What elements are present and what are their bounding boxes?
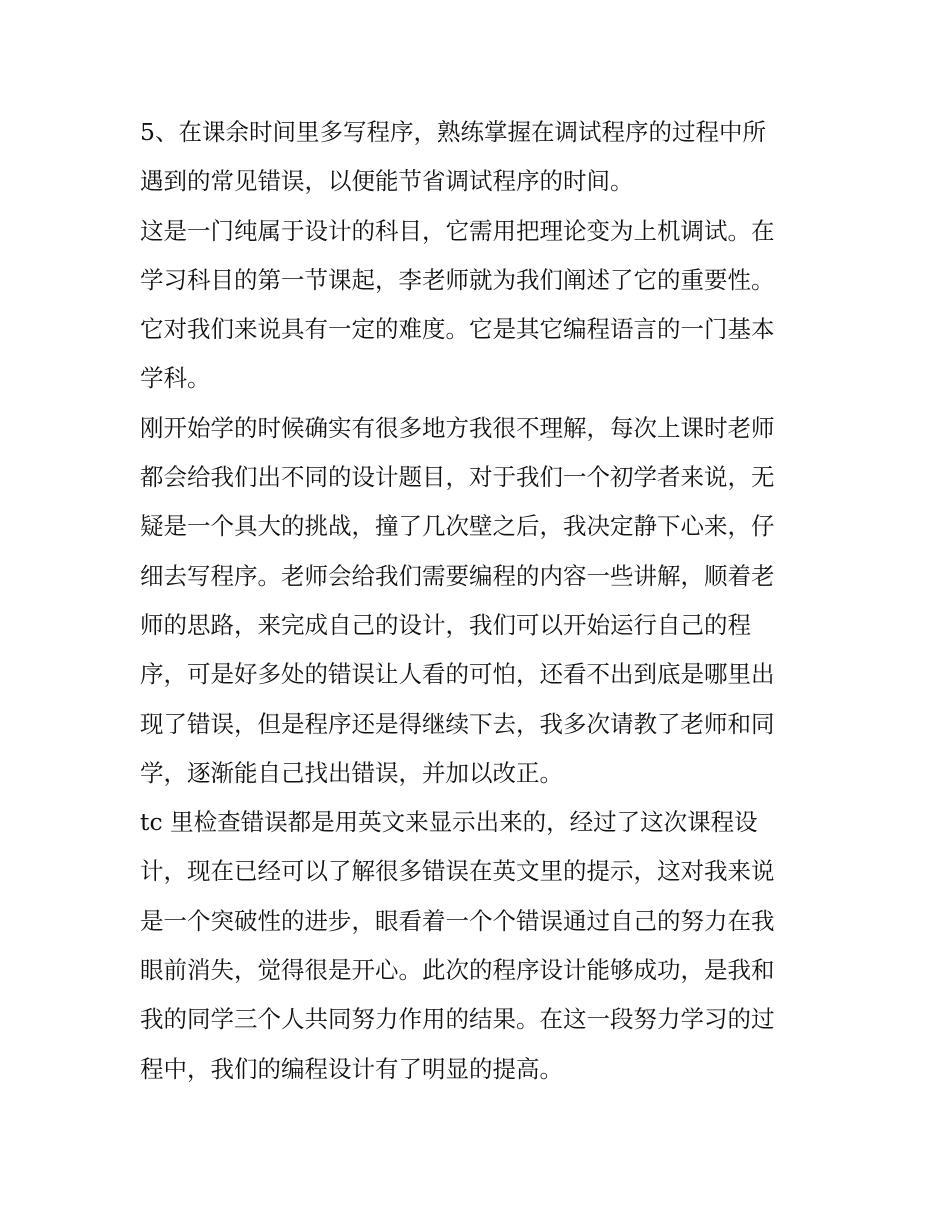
text-line: 学科。 — [140, 364, 211, 393]
text-line: 现了错误，但是程序还是得继续下去，我多次请教了老师和同 — [140, 709, 775, 738]
text-line: 是一个突破性的进步，眼看着一个个错误通过自己的努力在我 — [140, 906, 775, 935]
document-body — [140, 108, 820, 1094]
text-line: tc 里检查错误都是用英文来显示出来的，经过了这次课程设 — [140, 808, 758, 837]
text-line: 学，逐渐能自己找出错误，并加以改正。 — [140, 758, 563, 787]
text-line: 我的同学三个人共同努力作用的结果。在这一段努力学习的过 — [140, 1005, 775, 1034]
text-line: 都会给我们出不同的设计题目，对于我们一个初学者来说，无 — [140, 463, 775, 492]
text-line: 细去写程序。老师会给我们需要编程的内容一些讲解，顺着老 — [140, 561, 775, 590]
text-line: 序，可是好多处的错误让人看的可怕，还看不出到底是哪里出 — [140, 660, 775, 689]
text-line: 计，现在已经可以了解很多错误在英文里的提示，这对我来说 — [140, 857, 775, 886]
text-line: 程中，我们的编程设计有了明显的提高。 — [140, 1054, 563, 1083]
text-line: 刚开始学的时候确实有很多地方我很不理解，每次上课时老师 — [140, 413, 775, 442]
text-line: 遇到的常见错误，以便能节省调试程序的时间。 — [140, 167, 634, 196]
text-line: 疑是一个具大的挑战，撞了几次壁之后，我决定静下心来，仔 — [140, 512, 775, 541]
text-line: 师的思路，来完成自己的设计，我们可以开始运行自己的程 — [140, 610, 751, 639]
text-line: 学习科目的第一节课起，李老师就为我们阐述了它的重要性。 — [140, 265, 775, 294]
text-line: 眼前消失，觉得很是开心。此次的程序设计能够成功，是我和 — [140, 956, 775, 985]
text-line: 5、在课余时间里多写程序，熟练掌握在调试程序的过程中所 — [140, 118, 766, 146]
text-line: 它对我们来说具有一定的难度。它是其它编程语言的一门基本 — [140, 315, 775, 344]
text-line: 这是一门纯属于设计的科目，它需用把理论变为上机调试。在 — [140, 216, 775, 245]
